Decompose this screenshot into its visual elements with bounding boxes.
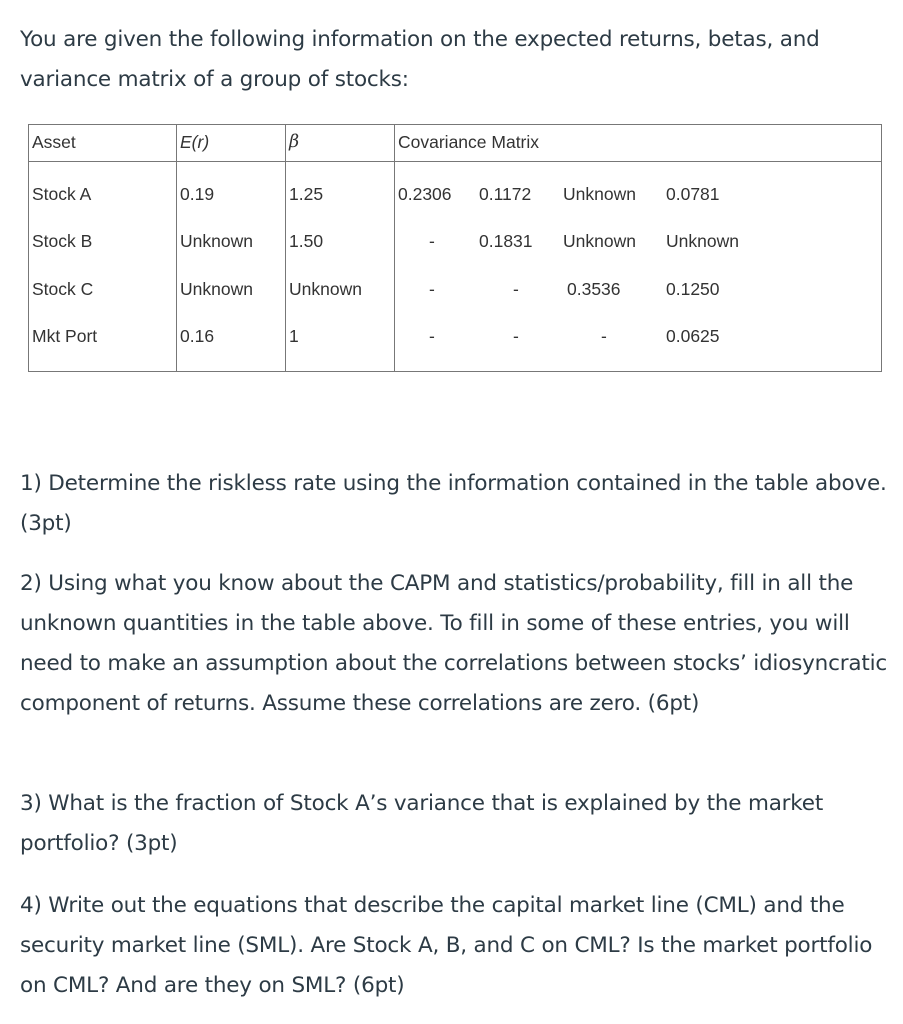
covariance-cell: 0.0625 — [666, 326, 720, 346]
column-divider — [285, 125, 286, 371]
covariance-cell: 0.0781 — [666, 184, 720, 204]
covariance-cell: 0.1172 — [479, 184, 532, 204]
covariance-cell: - — [429, 231, 435, 251]
expected-return-cell: Unknown — [180, 279, 253, 299]
asset-cell: Stock B — [32, 231, 93, 251]
data-table — [28, 124, 882, 372]
covariance-cell: Unknown — [563, 231, 636, 251]
header-covariance: Covariance Matrix — [398, 132, 540, 152]
header-expected-return: E(r) — [180, 132, 210, 152]
covariance-cell: 0.1831 — [479, 231, 533, 251]
question-2: 2) Using what you know about the CAPM and statistics/probability, fill in all the unknown quantities in the table above. To fill in some of these entries, you will need to make an assumption about the correlations between stocks’ idiosyncratic component of returns. Assume these correlations are zero. (6pt) — [20, 571, 887, 716]
expected-return-cell: 0.19 — [180, 184, 215, 204]
beta-cell: 1.50 — [289, 231, 324, 251]
expected-return-cell: 0.16 — [180, 326, 215, 346]
header-divider — [29, 161, 881, 162]
asset-cell: Stock A — [32, 184, 92, 204]
asset-cell: Mkt Port — [32, 326, 98, 346]
question-4: 4) Write out the equations that describe the capital market line (CML) and the security market line (SML). Are Stock A, B, and C on CML? Is the market portfolio on CML? And are they on SML? (6pt) — [20, 893, 873, 998]
covariance-cell: Unknown — [666, 231, 739, 251]
question-3: 3) What is the fraction of Stock A’s variance that is explained by the market portfolio? (3pt) — [20, 791, 824, 856]
beta-cell: 1 — [289, 326, 299, 346]
column-divider — [394, 125, 395, 371]
column-divider — [176, 125, 177, 371]
covariance-cell: - — [429, 326, 435, 346]
covariance-cell: Unknown — [563, 184, 636, 204]
covariance-cell: - — [513, 326, 519, 346]
header-beta: β — [289, 132, 300, 152]
beta-cell: 1.25 — [289, 184, 324, 204]
question-1: 1) Determine the riskless rate using the information contained in the table above. (3pt) — [20, 471, 887, 536]
asset-cell: Stock C — [32, 279, 94, 299]
covariance-cell: 0.1250 — [666, 279, 720, 299]
covariance-cell: - — [513, 279, 519, 299]
header-asset: Asset — [32, 132, 76, 152]
expected-return-cell: Unknown — [180, 231, 253, 251]
beta-cell: Unknown — [289, 279, 362, 299]
covariance-cell: 0.2306 — [398, 184, 452, 204]
intro-text: You are given the following information on the expected returns, betas, and variance matrix of a group of stocks: — [20, 27, 820, 92]
covariance-cell: 0.3536 — [567, 279, 621, 299]
covariance-cell: - — [429, 279, 435, 299]
covariance-cell: - — [601, 326, 607, 346]
